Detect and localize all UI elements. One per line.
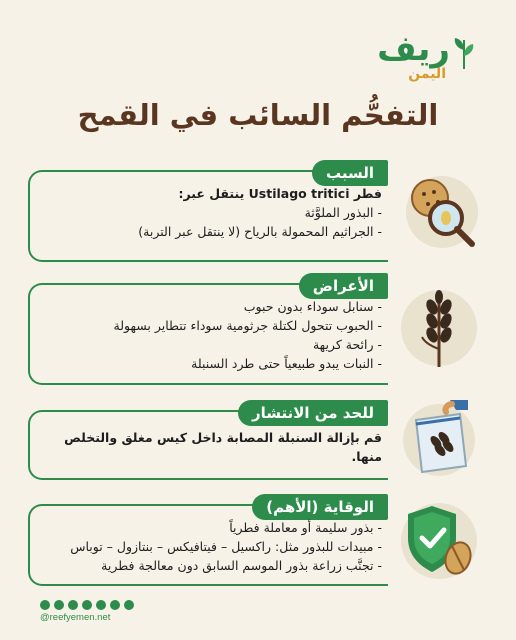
- footer-handle[interactable]: @reefyemen.net: [40, 612, 111, 623]
- body-line: - البذور الملوَّثة: [304, 205, 382, 220]
- shield-check-icon: [394, 496, 484, 586]
- body-line: - بذور سليمة أو معاملة فطرياً: [229, 520, 382, 535]
- section-heading: السبب: [312, 160, 388, 186]
- page-title: التفحُّم السائب في القمح: [77, 98, 439, 132]
- body-line: - تجنَّب زراعة بذور الموسم السابق دون معالجة فطرية: [101, 558, 382, 573]
- body-line: - النبات يبدو طبيعياً حتى طرد السنبلة: [191, 356, 382, 371]
- body-line: - سنابل سوداء بدون حبوب: [243, 299, 382, 314]
- whatsapp-icon[interactable]: [68, 600, 78, 610]
- leaf-icon: [452, 36, 476, 70]
- footer: [40, 600, 134, 623]
- section-heading: للحد من الانتشار: [238, 400, 388, 426]
- section-body: [38, 184, 382, 241]
- facebook-icon[interactable]: [40, 600, 50, 610]
- section-body: [38, 297, 382, 373]
- body-line: - الجراثيم المحمولة بالرياح (لا ينتقل عبر التربة): [138, 224, 382, 239]
- link-icon[interactable]: [110, 600, 120, 610]
- section-symptoms: [22, 265, 492, 385]
- brand-logo: [377, 29, 476, 82]
- youtube-icon[interactable]: [82, 600, 92, 610]
- section-containment: [22, 392, 492, 480]
- wheat-icon: [394, 283, 484, 373]
- body-line: - الحبوب تتحول لكتلة جرثومية سوداء تتطاير بسهولة: [113, 318, 382, 333]
- magnifier-spore-icon: [394, 166, 484, 256]
- section-prevention: [22, 486, 492, 586]
- social-links: [40, 600, 134, 610]
- section-heading: الأعراض: [299, 273, 388, 299]
- body-line: - مبيدات للبذور مثل: راكسيل – فيتافيكس – بنتازول – توباس: [70, 539, 382, 554]
- section-heading: الوقاية (الأهم): [252, 494, 388, 520]
- body-line: قم بإزالة السنبلة المصابة داخل كيس مغلق والتخلص منها.: [64, 430, 382, 464]
- section-body: [38, 518, 382, 575]
- telegram-icon[interactable]: [124, 600, 134, 610]
- bag-hand-icon: [394, 392, 484, 482]
- body-line: - رائحة كريهة: [312, 337, 382, 352]
- brand-subtitle: اليمن: [408, 66, 446, 82]
- brand-name: ريف: [377, 29, 450, 69]
- section-body: [38, 428, 382, 466]
- x-icon[interactable]: [54, 600, 64, 610]
- section-cause: [22, 152, 492, 262]
- instagram-icon[interactable]: [96, 600, 106, 610]
- body-line: فطر Ustilago tritici ينتقل عبر:: [178, 186, 382, 201]
